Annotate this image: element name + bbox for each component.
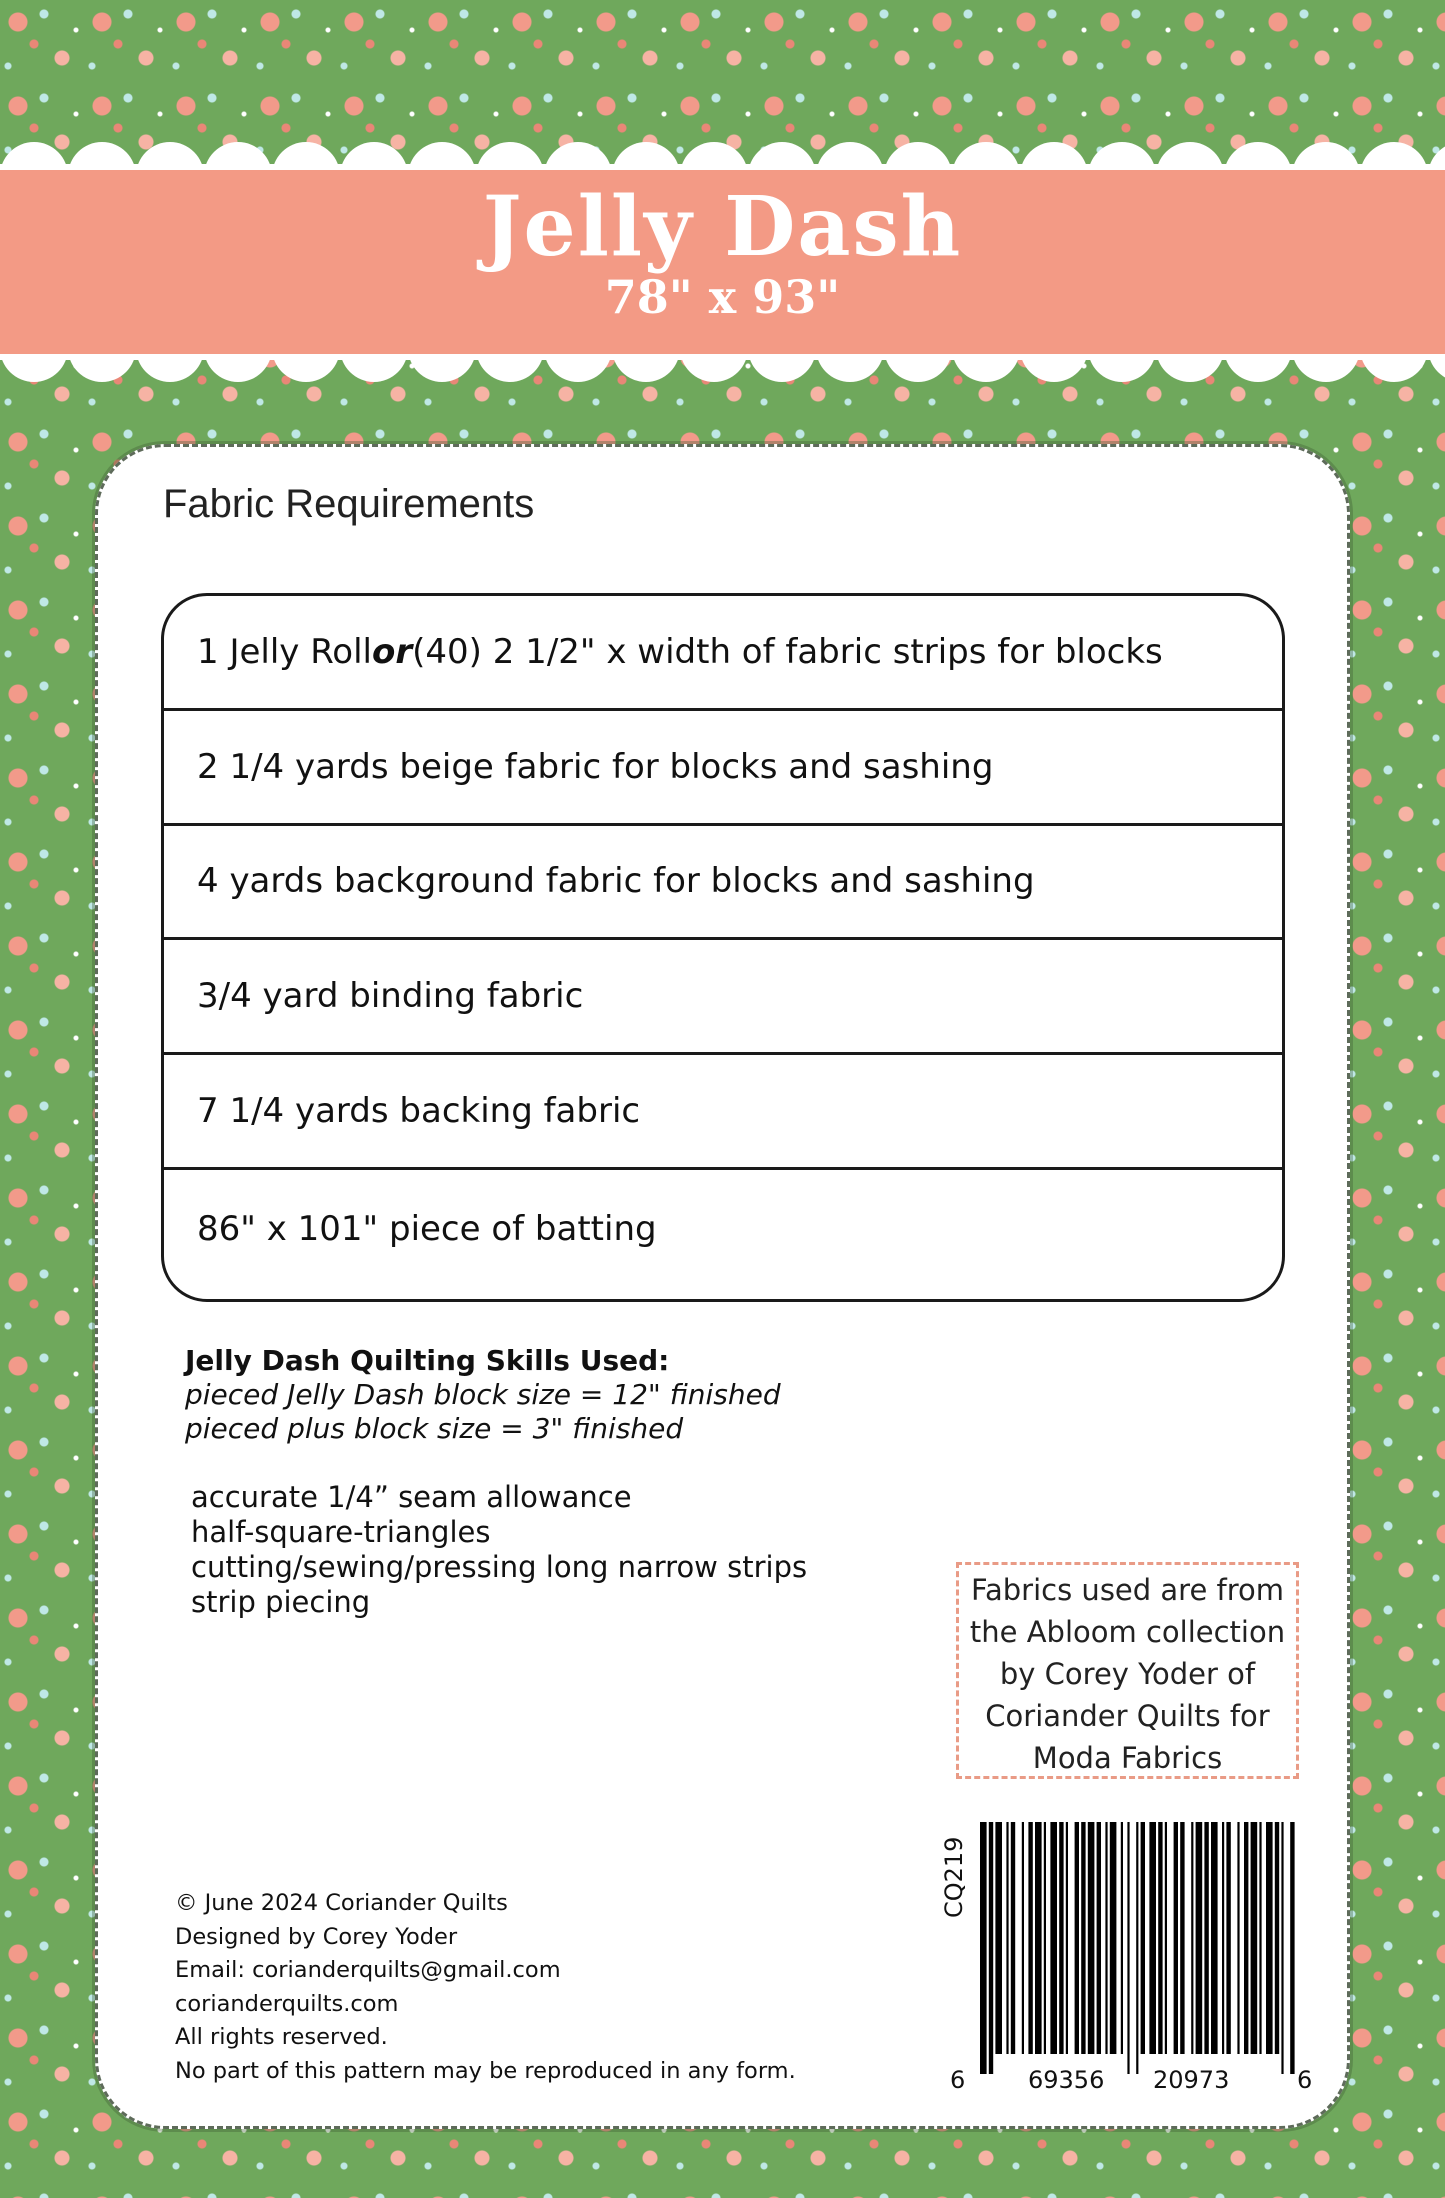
scallop-bottom-border: [0, 356, 1445, 382]
requirement-text: 4 yards background fabric for blocks and sashing: [197, 861, 1035, 902]
credit-line: corianderquilts.com: [175, 1990, 399, 2017]
scallop-shape: [1088, 356, 1156, 382]
fabric-requirements-table: [161, 593, 1285, 1302]
barcode-bar: [995, 1822, 1002, 2054]
skill-item: accurate 1/4” seam allowance: [191, 1480, 632, 1514]
title-banner: [0, 142, 1445, 382]
barcode-bar: [1165, 1822, 1167, 2054]
note-line: Coriander Quilts for: [985, 1699, 1270, 1733]
scallop-shape: [204, 356, 272, 382]
barcode-bar: [1097, 1822, 1101, 2054]
scallop-shape: [1156, 356, 1224, 382]
barcode-bar: [1237, 1822, 1239, 2054]
barcode-bar: [1226, 1822, 1230, 2054]
fabric-collection-note: [956, 1562, 1299, 1779]
scallop-shape: [748, 356, 816, 382]
scallop-shape: [340, 356, 408, 382]
scallop-shape: [1360, 356, 1428, 382]
requirement-text: 7 1/4 yards backing fabric: [197, 1091, 641, 1132]
barcode-bar: [1075, 1822, 1079, 2054]
note-line: the Abloom collection: [969, 1615, 1286, 1649]
credit-line: Designed by Corey Yoder: [175, 1923, 458, 1950]
scallop-shape: [1428, 356, 1445, 382]
barcode-bar: [1105, 1822, 1107, 2054]
barcode-bar: [1191, 1822, 1193, 2054]
barcode-digit-group: 6: [950, 2066, 966, 2094]
banner-band: [0, 164, 1445, 360]
copyright-credits: [175, 1887, 796, 2088]
barcode-bar: [1006, 1822, 1008, 2054]
scallop-shape: [272, 356, 340, 382]
barcode-bar: [1011, 1822, 1015, 2054]
barcode-digit-group: 6: [1297, 2066, 1313, 2094]
scallop-shape: [1224, 356, 1292, 382]
quilt-size: 78" x 93": [604, 270, 841, 324]
requirement-text: 2 1/4 yards beige fabric for blocks and sashing: [197, 746, 994, 787]
barcode-bar: [1281, 1822, 1283, 2074]
scallop-shape: [680, 356, 748, 382]
product-code: CQ219: [940, 1836, 968, 1918]
skills-list: [191, 1480, 807, 1620]
skills-section: [185, 1344, 807, 1620]
barcode-bar: [989, 1822, 993, 2074]
credit-line: Email: corianderquilts@gmail.com: [175, 1957, 561, 1983]
scallop-shape: [408, 356, 476, 382]
barcode-bar: [1275, 1822, 1279, 2054]
barcode-bar: [1222, 1822, 1224, 2054]
barcode-bar: [980, 1822, 987, 2074]
barcode-bar: [1127, 1822, 1129, 2074]
requirement-text: 86" x 101" piece of batting: [197, 1209, 657, 1250]
scallop-shape: [476, 356, 544, 382]
scallop-shape: [952, 356, 1020, 382]
skill-item: cutting/sewing/pressing long narrow strips: [191, 1550, 808, 1584]
requirement-text-cont: (40) 2 1/2" x width of fabric strips for blocks: [412, 631, 1163, 672]
barcode-bar: [1259, 1822, 1261, 2054]
pattern-title: Jelly Dash: [482, 179, 963, 275]
barcode-bar: [1251, 1822, 1258, 2054]
note-line: by Corey Yoder of: [999, 1657, 1256, 1691]
barcode-bar: [1204, 1822, 1208, 2054]
barcode-bar: [1050, 1822, 1057, 2054]
credit-line: All rights reserved.: [175, 2024, 388, 2050]
barcode-bar: [1081, 1822, 1085, 2054]
note-line: Fabrics used are from: [970, 1573, 1284, 1607]
requirement-row: [164, 826, 1282, 941]
scallop-shape: [1292, 356, 1360, 382]
barcode: [940, 1822, 1320, 2098]
block-size-line: pieced Jelly Dash block size = 12" finished: [185, 1378, 781, 1411]
barcode-bar: [1110, 1822, 1117, 2054]
barcode-digit-group: 20973: [1153, 2066, 1230, 2094]
scallop-shape: [68, 356, 136, 382]
requirement-row: [164, 940, 1282, 1055]
skill-item: half-square-triangles: [191, 1515, 491, 1549]
barcode-bar: [1141, 1822, 1145, 2054]
scallop-shape: [136, 356, 204, 382]
note-line: Moda Fabrics: [1032, 1741, 1223, 1775]
barcode-bar: [1174, 1822, 1178, 2054]
scallop-shape: [816, 356, 884, 382]
barcode-bar: [1266, 1822, 1273, 2054]
barcode-bar: [1149, 1822, 1156, 2054]
barcode-bar: [1290, 1822, 1294, 2074]
scallop-shape: [884, 356, 952, 382]
block-size-line: pieced plus block size = 3" finished: [185, 1412, 684, 1445]
barcode-bar: [1059, 1822, 1063, 2054]
scallop-shape: [1020, 356, 1088, 382]
barcode-bar: [1066, 1822, 1068, 2054]
requirement-emphasis: or: [372, 631, 413, 672]
requirement-row: [164, 596, 1282, 711]
requirement-text: 3/4 yard binding fabric: [197, 976, 584, 1017]
barcode-bar: [1121, 1822, 1123, 2054]
barcode-bar: [1136, 1822, 1138, 2074]
scallop-shape: [544, 356, 612, 382]
barcode-bar: [1244, 1822, 1248, 2054]
barcode-bar: [1196, 1822, 1203, 2054]
scallop-shape: [0, 356, 68, 382]
barcode-digit-group: 69356: [1028, 2066, 1105, 2094]
barcode-bar: [1028, 1822, 1032, 2054]
barcode-bar: [1180, 1822, 1184, 2054]
requirement-row: [164, 1170, 1282, 1289]
barcode-bar: [1035, 1822, 1042, 2054]
skill-item: strip piecing: [191, 1585, 371, 1619]
scallop-shape: [612, 356, 680, 382]
skills-title: Jelly Dash Quilting Skills Used:: [185, 1344, 670, 1377]
requirement-row: [164, 711, 1282, 826]
barcode-bar: [1158, 1822, 1162, 2054]
fabric-requirements-heading: Fabric Requirements: [163, 482, 535, 526]
barcode-bar: [1211, 1822, 1218, 2054]
barcode-bar: [1044, 1822, 1046, 2054]
barcode-bar: [1088, 1822, 1095, 2054]
credit-line: No part of this pattern may be reproduced in any form.: [175, 2057, 796, 2084]
barcode-bars: [976, 1822, 1300, 2074]
requirement-text: 1 Jelly Roll: [197, 631, 372, 672]
barcode-bar: [1022, 1822, 1024, 2054]
requirement-row: [164, 1055, 1282, 1170]
credit-line: © June 2024 Coriander Quilts: [175, 1890, 508, 1916]
